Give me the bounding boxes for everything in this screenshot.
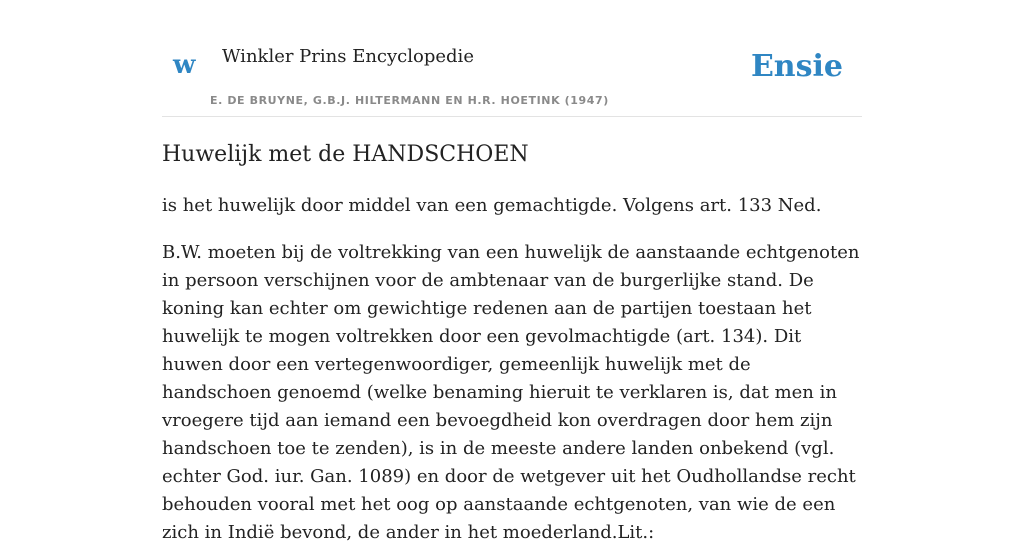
ensie-brand-link[interactable]: Ensie <box>750 49 843 84</box>
publication-authors: E. DE BRUYNE, G.B.J. HILTERMANN EN H.R. HOETINK (1947) <box>210 94 609 107</box>
site-header <box>162 0 862 117</box>
article-paragraph: B.W. moeten bij de voltrekking van een huwelijk de aanstaande echtgenoten in persoon verschijnen voor de ambtenaar van de burgerlijke stand. De koning kan echter om gewichtige redenen aan de partijen toestaan het huwelijk te mogen voltrekken door een gevolmachtigde (art. 134). Dit huwen door een vertegenwoordiger, gemeenlijk huwelijk met de handschoen genoemd (welke benaming hieruit te verklaren is, dat men in vroegere tijd aan iemand een bevoegdheid kon overdragen door hem zijn handschoen toe te zenden), is in de meeste andere landen onbekend (vgl. echter God. iur. Gan. 1089) en door de wetgever uit het Oudhollandse recht behouden vooral met het oog op aanstaande echtgenoten, van wie de een zich in Indië bevond, de ander in het moederland.Lit.: <box>162 242 860 543</box>
article-paragraph: is het huwelijk door middel van een gemachtigde. Volgens art. 133 Ned. <box>162 195 822 216</box>
publication-title[interactable]: Winkler Prins Encyclopedie <box>222 46 474 67</box>
article-title: Huwelijk met de HANDSCHOEN <box>162 142 529 167</box>
winkler-prins-logo[interactable]: w <box>173 50 196 80</box>
article <box>162 140 862 547</box>
